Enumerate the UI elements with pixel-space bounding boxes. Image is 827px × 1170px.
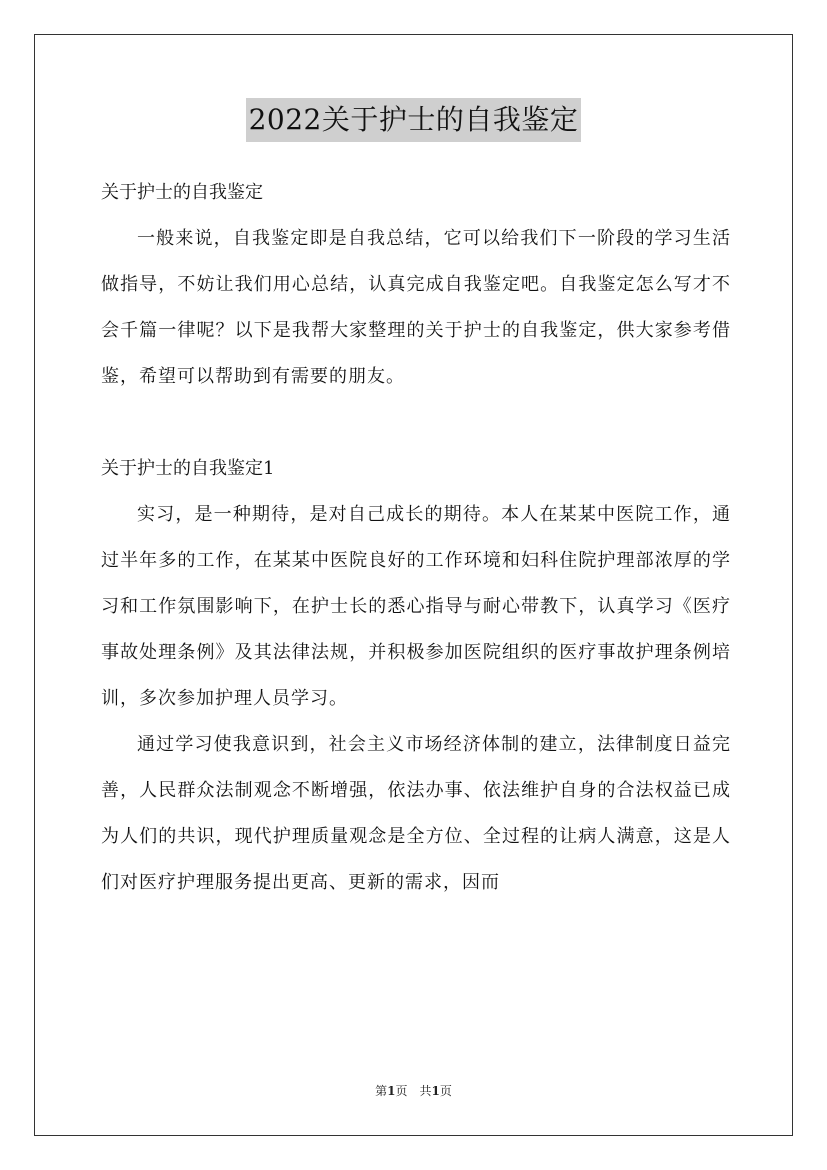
footer-total-pages: 1 [431,1084,440,1098]
document-title: 2022关于护士的自我鉴定 [246,98,582,142]
footer-suffix: 页 [439,1084,452,1098]
footer-mid: 页 共 [395,1084,432,1098]
section1-paragraph-2: 通过学习使我意识到，社会主义市场经济体制的建立，法律制度日益完善，人民群众法制观念不断增强，依法办事、依法维护自身的合法权益已成为人们的共识，现代护理质量观念是全方位、全过程的让病人满意，这是人们对医疗护理服务提出更高、更新的需求，因而 [101,734,731,893]
section1-heading: 关于护士的自我鉴定1 [101,458,275,479]
document-body [101,170,731,906]
paragraph-gap [101,400,731,446]
footer-current-page: 1 [387,1084,396,1098]
intro-heading: 关于护士的自我鉴定 [101,182,263,203]
footer-prefix: 第 [375,1084,388,1098]
section1-paragraph-1: 实习，是一种期待，是对自己成长的期待。本人在某某中医院工作，通过半年多的工作，在某某中医院良好的工作环境和妇科住院护理部浓厚的学习和工作氛围影响下，在护士长的悉心指导与耐心带教下，认真学习《医疗事故处理条例》及其法律法规，并积极参加医院组织的医疗事故护理条例培训，多次参加护理人员学习。 [101,504,731,709]
intro-paragraph: 一般来说，自我鉴定即是自我总结，它可以给我们下一阶段的学习生活做指导，不妨让我们用心总结，认真完成自我鉴定吧。自我鉴定怎么写才不会千篇一律呢？以下是我帮大家整理的关于护士的自我鉴定，供大家参考借鉴，希望可以帮助到有需要的朋友。 [101,228,731,387]
title-container [0,98,827,142]
page-footer [0,1082,827,1099]
